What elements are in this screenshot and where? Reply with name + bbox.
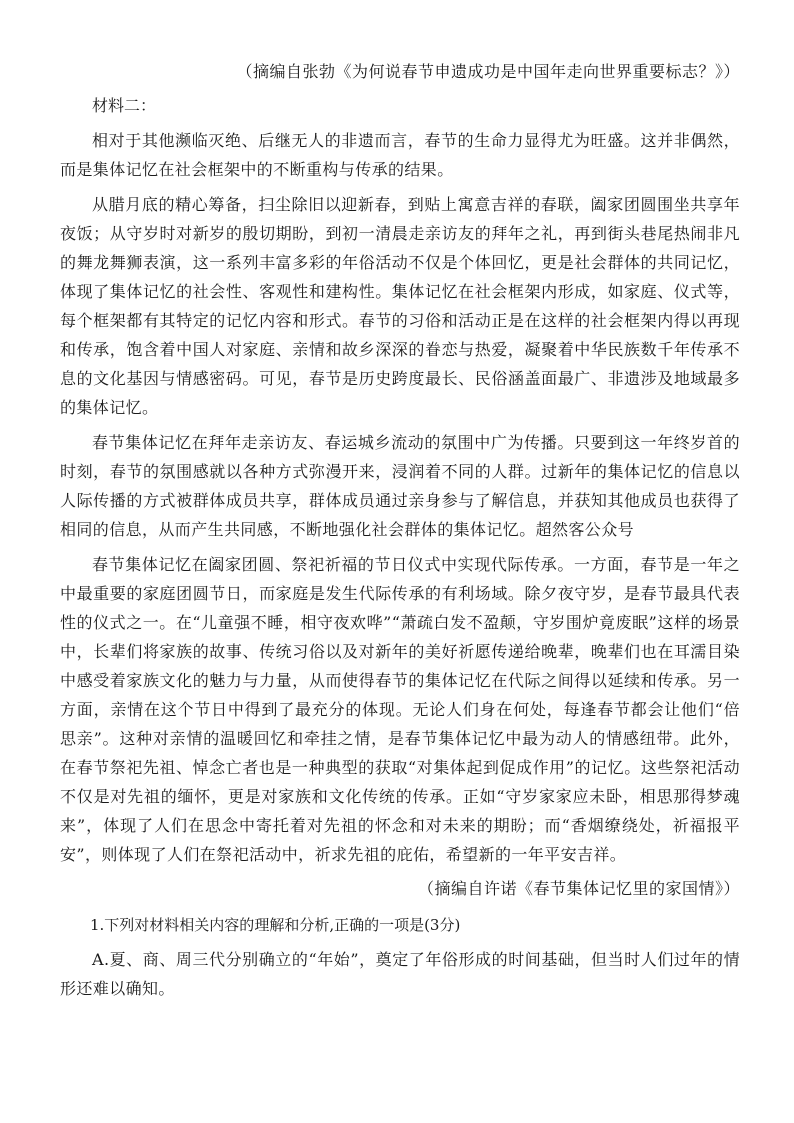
section-heading: 材料二：	[92, 96, 157, 115]
document-page	[60, 58, 740, 1003]
source-citation-2: （摘编自许诺《春节集体记忆里的家国情》）	[417, 879, 740, 898]
paragraph-1: 相对于其他濒临灭绝、后继无人的非遗而言，春节的生命力显得尤为旺盛。这并非偶然，而是集体记忆在社会框架中的不断重构与传承的结果。	[60, 131, 740, 179]
source-citation-1: （摘编自张勃《为何说春节申遗成功是中国年走向世界重要标志？》）	[236, 62, 740, 81]
paragraph-2: 从腊月底的精心筹备，扫尘除旧以迎新春，到贴上寓意吉祥的春联，阖家团圆围坐共享年夜饭；从守岁时对新岁的殷切期盼，到初一清晨走亲访友的拜年之礼，再到街头巷尾热闹非凡的舞龙舞狮表演，这一系列丰富多彩的年俗活动不仅是个体回忆，更是社会群体的共同记忆，体现了集体记忆的社会性、客观性和建构性。集体记忆在社会框架内形成，如家庭、仪式等，每个框架都有其特定的记忆内容和形式。春节的习俗和活动正是在这样的社会框架内得以再现和传承，饱含着中国人对家庭、亲情和故乡深深的眷恋与热爱，凝聚着中华民族数千年传承不息的文化基因与情感密码。可见，春节是历史跨度最长、民俗涵盖面最广、非遗涉及地域最多的集体记忆。	[60, 195, 740, 417]
question-stem: 1.下列对材料相关内容的理解和分析,正确的一项是(3分)	[90, 916, 461, 934]
option-a: A.夏、商、周三代分别确立的“年始”，奠定了年俗形成的时间基础，但当时人们过年的情形还难以确知。	[60, 950, 740, 998]
paragraph-4: 春节集体记忆在阖家团圆、祭祀祈福的节日仪式中实现代际传承。一方面，春节是一年之中最重要的家庭团圆节日，而家庭是发生代际传承的有利场域。除夕夜守岁，是春节最具代表性的仪式之一。在“儿童强不睡，相守夜欢哗”“萧疏白发不盈颠，守岁围炉竟废眠”这样的场景中，长辈们将家族的故事、传统习俗以及对新年的美好祈愿传递给晚辈，晚辈们也在耳濡目染中感受着家族文化的魅力与力量，从而使得春节的集体记忆在代际之间得以延续和传承。另一方面，亲情在这个节日中得到了最充分的体现。无论人们身在何处，每逢春节都会让他们“倍思亲”。这种对亲情的温暖回忆和牵挂之情，是春节集体记忆中最为动人的情感纽带。此外，在春节祭祀先祖、悼念亡者也是一种典型的获取“对集体起到促成作用”的记忆。这些祭祀活动不仅是对先祖的缅怀，更是对家族和文化传统的传承。正如“守岁家家应未卧，相思那得梦魂来”，体现了人们在思念中寄托着对先祖的怀念和对未来的期盼；而“香烟缭绕处，祈福报平安”，则体现了人们在祭祀活动中，祈求先祖的庇佑，希望新的一年平安吉祥。	[60, 555, 740, 864]
paragraph-3: 春节集体记忆在拜年走亲访友、春运城乡流动的氛围中广为传播。只要到这一年终岁首的时刻，春节的氛围感就以各种方式弥漫开来，浸润着不同的人群。过新年的集体记忆的信息以人际传播的方式被群体成员共享，群体成员通过亲身参与了解信息，并获知其他成员也获得了相同的信息，从而产生共同感，不断地强化社会群体的集体记忆。超然客公众号	[60, 433, 740, 539]
